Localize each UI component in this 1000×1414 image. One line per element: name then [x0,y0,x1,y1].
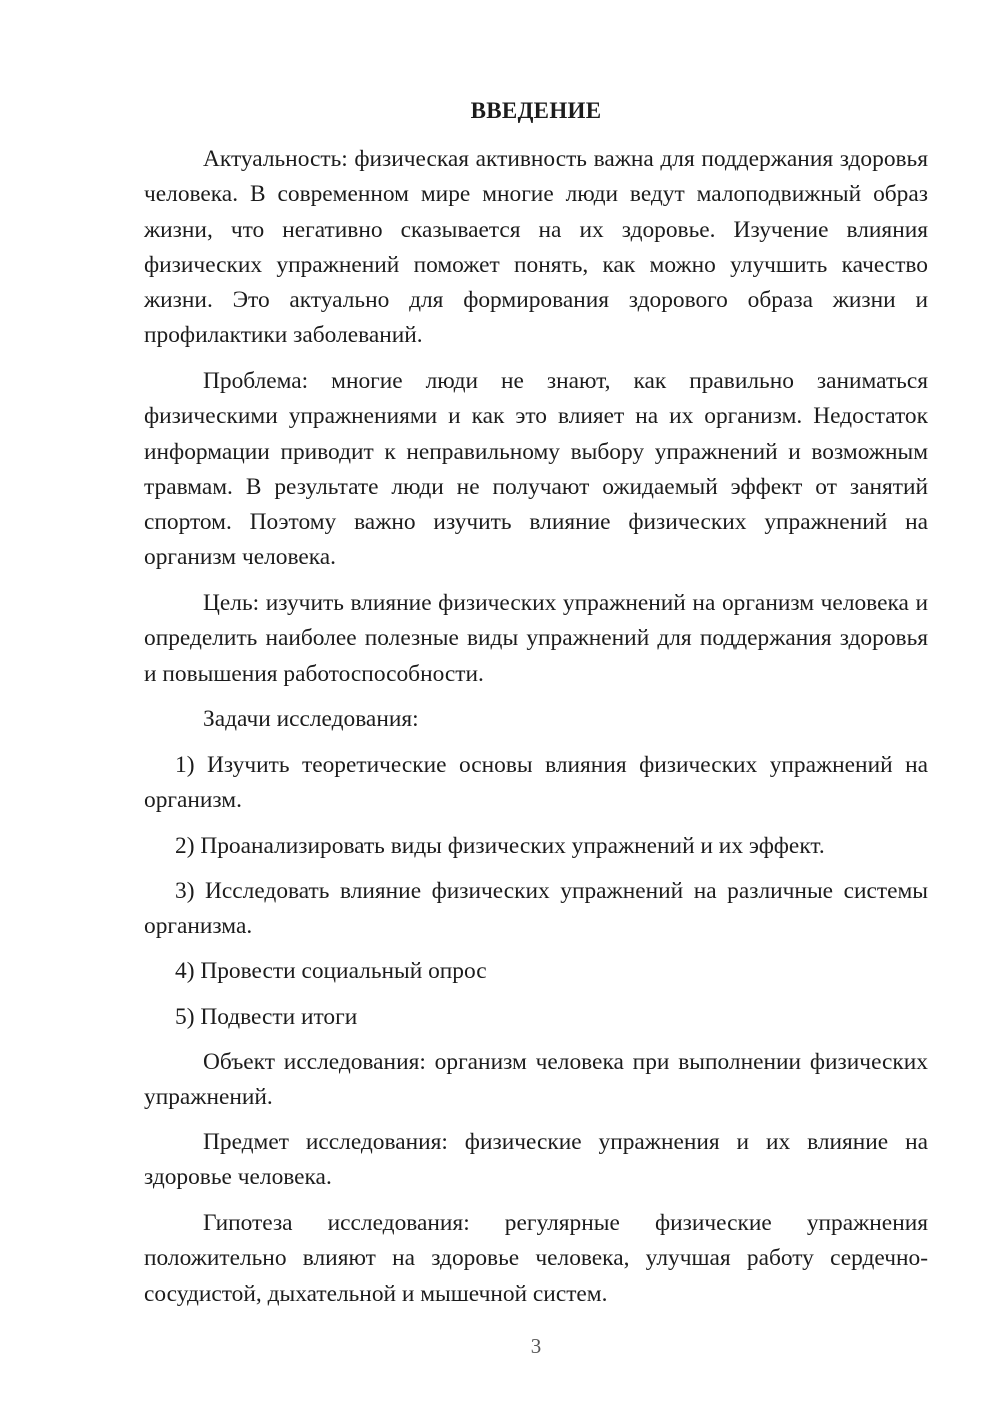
paragraph-relevance: Актуальность: физическая активность важна для поддержания здоровья человека. В современном мире многие люди ведут малоподвижный образ жизни, что негативно сказывается на их здоровье. Изучение влияния физических упражнений поможет понять, как можно улучшить качество жизни. Это актуально для формирования здорового образа жизни и профилактики заболеваний. [144,146,928,349]
page-number: 3 [530,1334,542,1358]
paragraph-problem: Проблема: многие люди не знают, как правильно заниматься физическими упражнениями и как это влияет на их организм. Недостаток информации приводит к неправильному выбору упражнений и возможным травмам. В результате люди не получают ожидаемый эффект от занятий спортом. Поэтому важно изучить влияние физических упражнений на организм человека. [144,368,928,571]
task-item-1: 1) Изучить теоретические основы влияния физических упражнений на организм. [144,752,928,814]
task-item-5: 5) Подвести итоги [175,1004,358,1030]
section-heading: ВВЕДЕНИЕ [470,98,602,123]
paragraph-subject: Предмет исследования: физические упражнения и их влияние на здоровье человека. [144,1129,928,1191]
task-item-3: 3) Исследовать влияние физических упражнений на различные системы организма. [144,878,928,940]
paragraph-hypothesis: Гипотеза исследования: регулярные физические упражнения положительно влияют на здоровье человека, улучшая работу сердечно-сосудистой, дыхательной и мышечной систем. [144,1210,928,1307]
tasks-heading: Задачи исследования: [203,706,419,732]
task-item-2: 2) Проанализировать виды физических упражнений и их эффект. [175,833,825,859]
task-item-4: 4) Провести социальный опрос [175,958,487,984]
paragraph-object: Объект исследования: организм человека при выполнении физических упражнений. [144,1049,928,1111]
paragraph-goal: Цель: изучить влияние физических упражнений на организм человека и определить наиболее полезные виды упражнений для поддержания здоровья и повышения работоспособности. [144,590,928,687]
